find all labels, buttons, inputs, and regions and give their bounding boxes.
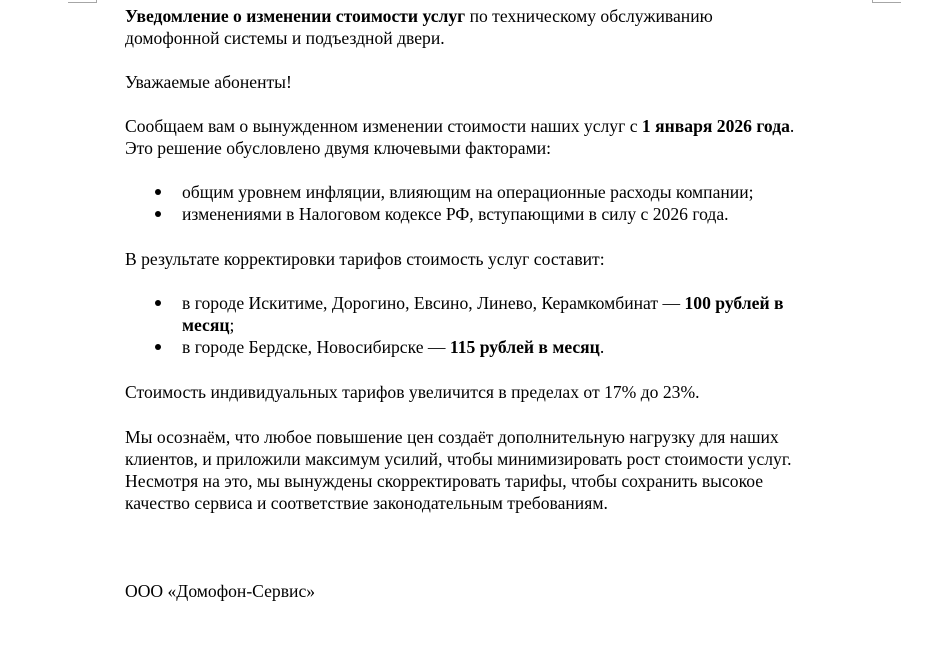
tariff-cities: в городе Искитиме, Дорогино, Евсино, Линево, Керамкомбинат — [182, 293, 685, 313]
intro-line-1-start: Сообщаем вам о вынужденном изменении стоимости наших услуг с [125, 116, 642, 136]
bullet-icon [155, 211, 161, 217]
closing-paragraph [125, 426, 865, 514]
tariff-line-2 [182, 314, 865, 336]
tariff-end: . [599, 337, 605, 357]
title-line-1 [125, 5, 865, 27]
closing-line: качество сервиса и соответствие законодательным требованиям. [125, 493, 608, 513]
tariffs-intro [125, 248, 865, 270]
tariff-line [182, 336, 865, 358]
tariff-line-1 [182, 292, 865, 314]
page-corner-mark-left [96, 0, 97, 3]
intro-line-1 [125, 115, 865, 137]
title-bold: Уведомление о изменении стоимости услуг [125, 6, 466, 26]
tariff-cities: в городе Бердске, Новосибирске — [182, 337, 450, 357]
factor-text: изменениями в Налоговом кодексе РФ, вступающими в силу с 2026 года. [182, 204, 729, 224]
list-item [125, 292, 865, 336]
intro-line-1-end: . [789, 116, 795, 136]
greeting [125, 71, 865, 93]
individual-tariffs [125, 381, 865, 403]
tariff-price-part1: 100 рублей в [684, 293, 784, 313]
factor-text: общим уровнем инфляции, влияющим на операционные расходы компании; [182, 182, 754, 202]
tariffs-list [125, 292, 865, 358]
list-item [125, 336, 865, 358]
list-item [125, 203, 865, 225]
individual-text: Стоимость индивидуальных тарифов увеличится в пределах от 17% до 23%. [125, 382, 700, 402]
list-item [125, 181, 865, 203]
intro-paragraph [125, 115, 865, 159]
tariff-line-2-end: ; [229, 315, 235, 335]
signature [125, 580, 865, 602]
bullet-icon [155, 344, 161, 350]
tariff-price-part2: месяц [182, 315, 230, 335]
bullet-icon [155, 189, 161, 195]
tariffs-intro-text: В результате корректировки тарифов стоимость услуг составит: [125, 249, 605, 269]
page-corner-mark-right [872, 0, 901, 3]
closing-line: Мы осознаём, что любое повышение цен создаёт дополнительную нагрузку для наших [125, 427, 779, 447]
signature-text: ООО «Домофон-Сервис» [125, 581, 316, 601]
closing-line: клиентов, и приложили максимум усилий, чтобы минимизировать рост стоимости услуг. [125, 449, 792, 469]
tariff-price: 115 рублей в месяц [449, 337, 600, 357]
title-rest: по техническому обслуживанию [465, 6, 713, 26]
document-title [125, 5, 865, 49]
bullet-icon [155, 300, 161, 306]
intro-line-2: Это решение обусловлено двумя ключевыми факторами: [125, 138, 552, 158]
closing-line: Несмотря на это, мы вынуждены скорректировать тарифы, чтобы сохранить высокое [125, 471, 764, 491]
greeting-text: Уважаемые абоненты! [125, 72, 292, 92]
intro-date: 1 января 2026 года [641, 116, 790, 136]
factors-list [125, 181, 865, 225]
title-line-2: домофонной системы и подъездной двери. [125, 28, 445, 48]
